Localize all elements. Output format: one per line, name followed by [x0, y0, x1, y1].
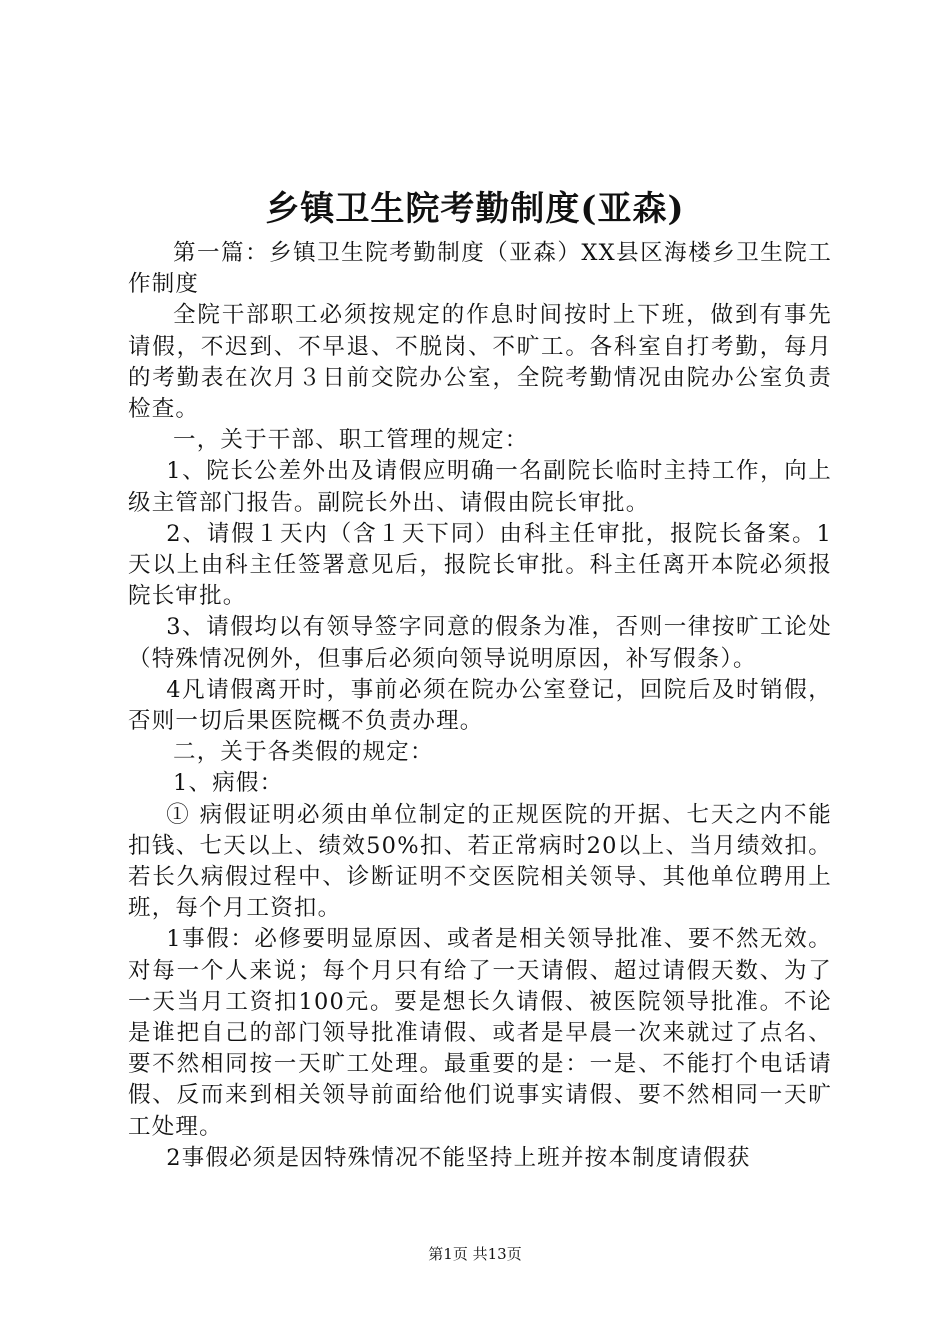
paragraph-general-rule: 全院干部职工必须按规定的作息时间按时上下班，做到有事先请假，不迟到、不早退、不脱岗、不旷工。各科室自打考勤，每月的考勤表在次月３日前交院办公室，全院考勤情况由院办公室负责检查。	[128, 302, 832, 423]
subheading-sick-leave: 1、病假：	[173, 770, 284, 797]
page-footer: 第1页 共13页	[428, 1245, 522, 1263]
document-body	[128, 238, 832, 1174]
paragraph-rule-2: 2、请假１天内（含１天下同）由科主任审批，报院长备案。1天以上由科主任签署意见后，报院长审批。科主任离开本院必须报院长审批。	[128, 520, 832, 610]
paragraph-rule-3: 3、请假均以有领导签字同意的假条为准，否则一律按旷工论处（特殊情况例外，但事后必须向领导说明原因，补写假条）。	[128, 614, 832, 672]
paragraph-sick-leave: ① 病假证明必须由单位制定的正规医院的开据、七天之内不能扣钱、七天以上、绩效50%扣、若正常病时20以上、当月绩效扣。若长久病假过程中、诊断证明不交医院相关领导、其他单位聘用上班，每个月工资扣。	[128, 801, 832, 922]
paragraph-rule-1: 1、院长公差外出及请假应明确一名副院长临时主持工作，向上级主管部门报告。副院长外出、请假由院长审批。	[128, 458, 832, 516]
section-heading-leave-types: 二，关于各类假的规定：	[173, 739, 434, 766]
paragraph-rule-4: 4凡请假离开时，事前必须在院办公室登记，回院后及时销假，否则一切后果医院概不负责办理。	[128, 676, 832, 735]
document-title: 乡镇卫生院考勤制度(亚森)	[265, 189, 685, 229]
paragraph-personal-leave-1: 1事假：必修要明显原因、或者是相关领导批准、要不然无效。对每一个人来说；每个月只有给了一天请假、超过请假天数、为了一天当月工资扣100元。要是想长久请假、被医院领导批准。不论是谁把自己的部门领导批准请假、或者是早晨一次来就过了点名、要不然相同按一天旷工处理。最重要的是：一是、不能打个电话请假、反而来到相关领导前面给他们说事实请假、要不然相同一天旷工处理。	[128, 926, 832, 1140]
paragraph-intro: 第一篇：乡镇卫生院考勤制度（亚森）XX县区海楼乡卫生院工作制度	[128, 240, 832, 298]
section-heading-staff-management: 一，关于干部、职工管理的规定：	[173, 427, 529, 454]
paragraph-personal-leave-2: 2事假必须是因特殊情况不能坚持上班并按本制度请假获	[166, 1144, 751, 1171]
